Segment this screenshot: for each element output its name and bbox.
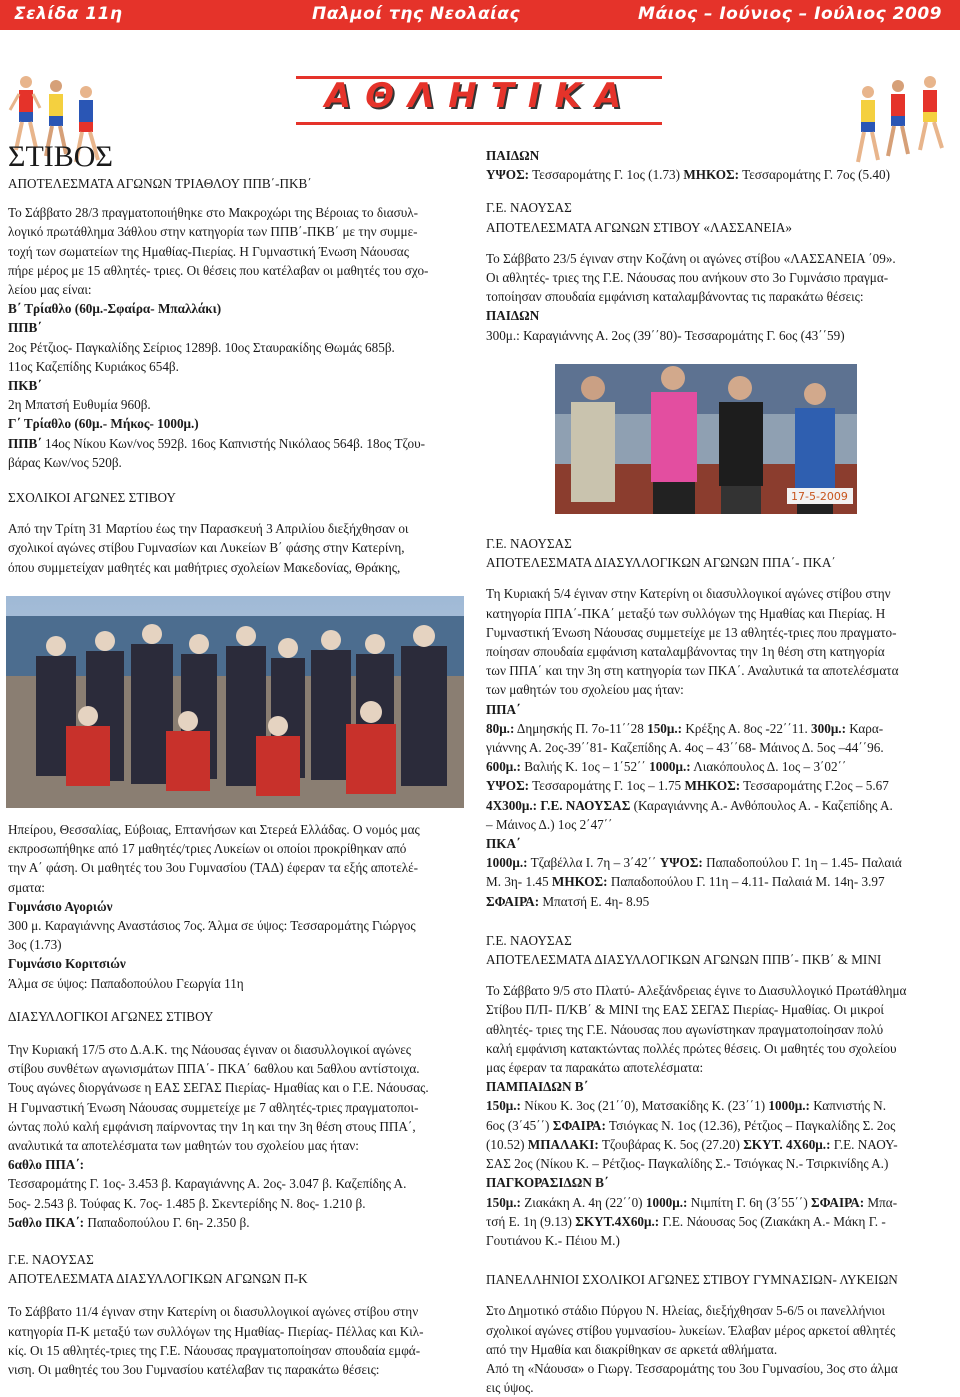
event-label: ΣΚΥΤ. 4Χ60μ.: [743, 1136, 831, 1152]
ppa-label: ΠΠΑ΄ [486, 701, 521, 717]
text-line: Γυμναστική Ένωση Νάουσας συμμετείχε με 13 αθλητές-τριες που πραγματο- [486, 624, 897, 640]
ppa-pka-heading-club: Γ.Ε. ΝΑΟΥΣΑΣ [486, 536, 572, 551]
result-line [486, 1212, 952, 1231]
panhellenic-heading: ΠΑΝΕΛΛΗΝΙΟΙ ΣΧΟΛΙΚΟΙ ΑΓΩΝΕΣ ΣΤΙΒΟΥ ΓΥΜΝΑΣΙΩΝ- ΛΥΚΕΙΩΝ [486, 1272, 898, 1288]
text-line: νιση. Οι μαθητές του 3ου Γυμνασίου κατέλαβαν τις παρακάτω θέσεις: [8, 1362, 380, 1378]
event-label: 600μ.: [486, 759, 521, 775]
ppb-label: ΠΠΒ΄ [8, 320, 42, 336]
result-line: 300μ.: Καραγιάννης Α. 2ος (39΄΄80)- Τεσσαρομάτης Γ. 6ος (43΄΄59) [486, 327, 845, 343]
event-label: ΣΦΑΙΡΑ: [811, 1194, 865, 1210]
event-label: ΣΦΑΙΡΑ: [486, 893, 540, 909]
result-line [8, 1213, 466, 1232]
result-text: Καρα- [846, 720, 884, 736]
result-line [486, 1135, 952, 1154]
text-line: Ηπείρου, Θεσσαλίας, Εύβοιας, Επτανήσων και Στερεά Ελλάδας. Ο νομός μας [8, 822, 420, 837]
text-line: Οι αθλητές- τριες της Γ.Ε. Νάουσας που ανήκουν στο 3ο Γυμνάσιο πραγμα- [486, 270, 889, 286]
page-header [0, 0, 960, 30]
text-line: αθλητές- τριες της Γ.Ε. Νάουσας που αγωνίστηκαν πραγματοποίησαν πολύ [486, 1021, 884, 1037]
result-text: Ζιακάκη Α. 4η (22΄΄0) [520, 1194, 646, 1210]
text-line: τοποίησαν σπουδαία εμφάνιση καταλαμβάνοντας τις παρακάτω θέσεις: [486, 289, 864, 305]
ppb-label-inline: ΠΠΒ΄ [8, 435, 42, 451]
result-text: Τεσσαρομάτης Γ. 1ος (1.73) [529, 167, 684, 183]
lassaneia-heading: ΑΠΟΤΕΛΕΣΜΑΤΑ ΑΓΩΝΩΝ ΣΤΙΒΟΥ «ΛΑΣΣΑΝΕΙΑ» [486, 219, 792, 235]
pkb-label: ΠΚΒ΄ [8, 378, 42, 394]
text-line: όπου συμμετείχαν μαθητές και μαθήτριες σχολείων Μακεδονίας, Θράκης, [8, 559, 401, 575]
result-text: Μ. 3η- 1.45 [486, 874, 552, 890]
result-line [486, 776, 952, 795]
text-line: των ΠΠΑ΄ και την 3η στη κατηγορία των ΠΚΑ΄. Αναλυτικά τα αποτελέσματα [486, 663, 899, 679]
section-title: ΑΘΛΗΤΙΚΑ [324, 76, 636, 116]
banner-rule-bottom [296, 122, 662, 125]
text-line: κατηγορία ΠΠΑ΄-ΠΚΑ΄ μεταξύ των συλλόγων της Ημαθίας και Πιερίας. Η [486, 605, 886, 621]
result-line: Άλμα σε ύψος: Παπαδοπούλου Γεωργία 11η [8, 975, 244, 991]
text-line: τοχή των σωματείων της Ημαθίας-Πιερίας. Η Γυμναστική Ένωση Νάουσας [8, 243, 409, 259]
result-line: 2η Μπατσή Ευθυμία 960β. [8, 397, 151, 413]
text-line: καλή εμφάνιση κατακτώντας πολλές πρώτες θέσεις. Οι μαθητές του σχολείου [486, 1040, 897, 1056]
result-line [486, 815, 952, 834]
event-label: ΥΨΟΣ: [659, 855, 703, 871]
text-line: σματα: [8, 879, 45, 895]
triathlon-heading: ΑΠΟΤΕΛΕΣΜΑΤΑ ΑΓΩΝΩΝ ΤΡΙΑΘΛΟΥ ΠΠΒ΄-ΠΚΒ΄ [8, 176, 312, 191]
result-text: (Καραγιάννης Α.- Ανθόπουλος Α. - Καζεπίδης Α. [630, 797, 893, 813]
event-label: 300μ.: [811, 720, 846, 736]
photo-date-stamp: 17-5-2009 [791, 490, 848, 503]
event-label: 4Χ300μ.: Γ.Ε. ΝΑΟΥΣΑΣ [486, 797, 631, 813]
text-line: λείου μας είναι: [8, 282, 92, 298]
event-label: ΣΦΑΙΡΑ: [552, 1117, 606, 1133]
text-line: αναλυτικά τα αποτελέσματα των μαθητών του σχολείου μας ήταν: [8, 1138, 359, 1154]
result-text: Κρέξης Α. 8ος -22΄΄11. [682, 720, 812, 736]
result-line: 11ος Καζεπίδης Κυριάκος 654β. [8, 358, 179, 374]
pagkorasidon-label: ΠΑΓΚΟΡΑΣΙΔΩΝ Β΄ [486, 1175, 609, 1191]
event-label: 150μ.: [647, 720, 683, 736]
result-line: 300 μ. Καραγιάννης Αναστάσιος 7ος. Άλμα σε ύψος: Τεσσαρομάτης Γιώργος [8, 918, 416, 934]
triathlon-c-heading: Γ΄ Τρίαθλο (60μ.- Μήκος- 1000μ.) [8, 416, 199, 432]
hexathlon-label: 6αθλο ΠΠΑ΄: [8, 1157, 85, 1173]
event-label: 1000μ.: [649, 759, 691, 775]
event-label: ΥΨΟΣ: [486, 167, 530, 183]
result-text: Βαλιής Κ. 1ος – 1΄52΄΄ [520, 759, 650, 775]
triathlon-b-heading: Β΄ Τρίαθλο (60μ.-Σφαίρα- Μπαλλάκι) [8, 301, 222, 317]
interclub-heading: ΔΙΑΣΥΛΛΟΓΙΚΟΙ ΑΓΩΝΕΣ ΣΤΙΒΟΥ [8, 1008, 214, 1024]
event-label: ΜΗΚΟΣ: [551, 874, 608, 890]
result-text: Τζαβέλλα Ι. 7η – 3΄42΄΄ [527, 855, 660, 871]
text-line: λογικό πρωτάθλημα 3άθλου στην κατηγορία των ΠΠΒ΄-ΠΚΒ΄ με την συμμε- [8, 224, 418, 240]
triathlon-intro [8, 203, 466, 299]
ppa-results [486, 719, 952, 834]
text-line: την Α΄ φάση. Οι μαθητές του 3ου Γυμνασίου (ΤΑΔ) έφεραν τα εξής αποτελέ- [8, 860, 419, 876]
pentathlon-label: 5αθλο ΠΚΑ΄: [8, 1214, 85, 1230]
text-line: κατηγορία Π-Κ μεταξύ των συλλόγων της Ημαθίας- Πιερίας- Πέλλας και Κιλ- [8, 1323, 424, 1339]
result-text: Τσιόγκας Ν. 1ος (12.36), Ρέτζιος – Παγκαλίδης Σ. 2ος [605, 1117, 896, 1133]
event-label: ΣΚΥΤ.4Χ60μ.: [575, 1213, 660, 1229]
ppa-pka-heading: ΑΠΟΤΕΛΕΣΜΑΤΑ ΔΙΑΣΥΛΛΟΓΙΚΩΝ ΑΓΩΝΩΝ ΠΠΑ΄- ΠΚΑ΄ [486, 555, 836, 571]
girls-school-label: Γυμνάσιο Κοριτσιών [8, 956, 126, 972]
event-label: 1000μ.: [768, 1098, 810, 1114]
event-label: 150μ.: [486, 1098, 521, 1114]
event-label: ΜΗΚΟΣ: [683, 167, 740, 183]
result-line: βάρας Κων/νος 520β. [8, 454, 122, 470]
event-label: 1000μ.: [645, 1194, 688, 1210]
team-photo-lassaneia [555, 364, 857, 514]
pk-heading-club: Γ.Ε. ΝΑΟΥΣΑΣ [8, 1252, 94, 1268]
result-text: Μπα- [864, 1194, 898, 1210]
event-label: 150μ.: [486, 1194, 521, 1210]
result-text: 6ος (3΄45΄΄) [486, 1117, 553, 1133]
text-line: μας έφεραν τα παρακάτω αποτελέσματα: [486, 1060, 704, 1076]
paidon-label: ΠΑΙΔΩΝ [486, 308, 540, 324]
result-text: Παπαδοπούλου Γ. 11η – 4.11- Παλαιά Μ. 14η- 3.97 [607, 874, 885, 890]
text-line: ποίησαν σπουδαία εμφάνιση καταλαμβάνοντας την 1η θέση στη κατηγορία [486, 644, 885, 660]
text-line: σχολικοί αγώνες στίβου γυμνασίου- λυκείων. Έλαβαν μέρος αρκετοί αθλητές [486, 1322, 896, 1338]
text-line: Το Σάββατο 23/5 έγιναν στην Κοζάνη οι αγώνες στίβου «ΛΑΣΣΑΝΕΙΑ ΄09». [486, 250, 896, 266]
result-line: Τεσσαρομάτης Γ. 1ος- 3.453 β. Καραγιάννης Α. 2ος- 3.047 β. Καζεπίδης Α. [8, 1176, 407, 1192]
ppb-pkb-heading: ΑΠΟΤΕΛΕΣΜΑΤΑ ΔΙΑΣΥΛΛΟΓΙΚΩΝ ΑΓΩΝΩΝ ΠΠΒ΄- ΠΚΒ΄ & ΜΙΝΙ [486, 952, 882, 968]
text-line: Τη Κυριακή 5/4 έγιναν στην Κατερίνη οι διασυλλογικοί αγώνες στίβου στην [486, 586, 891, 602]
sports-banner [0, 30, 960, 140]
text-line: Την Κυριακή 17/5 στο Δ.Α.Κ. της Νάουσας έγιναν οι διασυλλογικοί αγώνες [8, 1042, 411, 1058]
pk-heading: ΑΠΟΤΕΛΕΣΜΑΤΑ ΔΙΑΣΥΛΛΟΓΙΚΩΝ ΑΓΩΝΩΝ Π-Κ [8, 1271, 308, 1287]
result-line: 5ος- 2.543 β. Τούφας Κ. 7ος- 1.485 β. Σκεντερίδης Ν. 8ος- 1.210 β. [8, 1195, 366, 1211]
lassaneia-heading-club: Γ.Ε. ΝΑΟΥΣΑΣ [486, 200, 572, 216]
result-text: Γ.Ε. Νάουσας 5ος (Ζιακάκη Α.- Μάκη Γ. - [659, 1213, 886, 1229]
result-line [486, 1116, 952, 1135]
result-line: 2ος Ρέτζιος- Παγκαλίδης Σείριος 1289β. 10ος Σταυρακίδης Θωμάς 685β. [8, 339, 395, 355]
right-column-bottom [486, 534, 952, 1397]
result-line [486, 165, 952, 184]
result-text: Τεσσαρομάτης Γ.2ος – 5.67 [740, 778, 889, 794]
result-line [486, 1096, 952, 1115]
event-label: ΜΗΚΟΣ: [684, 778, 741, 794]
text-line: από την Ημαθία και διακρίθηκαν σε αρκετά αθλήματα. [486, 1341, 778, 1357]
text-line: πήρε μέρος με 15 αθλητές- τριες. Οι θέσεις που κατέλαβαν οι μαθητές του σχο- [8, 262, 429, 278]
text-line: στίβου συνθέτων αγωνισμάτων ΠΠΑ΄- ΠΚΑ΄ 6αθλου και 5αθλου αντίστοιχα. [8, 1061, 420, 1077]
result-line [8, 434, 466, 453]
ppb-pkb-heading-club: Γ.Ε. ΝΑΟΥΣΑΣ [486, 932, 572, 948]
event-label: ΜΠΑΛΑΚΙ: [527, 1136, 599, 1152]
pampaidon-label: ΠΑΜΠΑΙΔΩΝ Β΄ [486, 1079, 588, 1095]
text-line: Στίβου Π/Π- Π/ΚΒ΄ & ΜΙΝΙ της ΕΑΣ ΣΕΓΑΣ Πιερίας- Ημαθίας. Οι μικροί [486, 1002, 884, 1018]
result-text: (10.52) [486, 1136, 528, 1152]
result-text: Μπατσή Ε. 4η- 8.95 [539, 893, 650, 909]
text-line: Η Γυμναστική Ένωση Νάουσας συμμετείχε με 7 αθλητές-τριες πραγματοποι- [8, 1099, 419, 1115]
result-text: Παπαδοπούλου Γ. 6η- 2.350 β. [84, 1214, 250, 1230]
result-line [486, 719, 952, 738]
issue-date: Μάιος – Ιούνιος – Ιούλιος 2009 [638, 4, 942, 24]
event-label: ΥΨΟΣ: [486, 778, 530, 794]
result-line [486, 853, 952, 872]
text-line: Το Σάββατο 28/3 πραγματοποιήθηκε στο Μακροχώρι της Βέροιας το διασυλ- [8, 205, 419, 221]
result-text: 14ος Νίκου Κων/νος 592β. 16ος Καπνιστής Νικόλαος 564β. 18ος Τζου- [41, 435, 426, 451]
team-photo-katerini [6, 596, 464, 808]
boys-school-label: Γυμνάσιο Αγοριών [8, 898, 113, 914]
text-line: Το Σάββατο 9/5 στο Πλατύ- Αλεξάνδρειας έγινε το Διασυλλογικό Πρωτάθλημα [486, 983, 907, 999]
text-line: Στο Δημοτικό στάδιο Πύργου Ν. Ηλείας, διεξήχθησαν 5-6/5 οι πανελλήνιοι [486, 1303, 886, 1319]
result-text: Λιακόπουλος Δ. 1ος – 3΄02΄΄ [690, 759, 847, 775]
page-number: Σελίδα 11η [14, 4, 123, 24]
text-line: Από την Τρίτη 31 Μαρτίου έως την Παρασκευή 3 Απριλίου διεξήχθησαν οι [8, 521, 409, 537]
text-line: των μαθητών του σχολείου μας ήταν: [486, 682, 684, 698]
text-line: σχολικοί αγώνες στίβου Γυμνασίων και Λυκείων Β΄ φάσης στην Κατερίνη, [8, 540, 405, 556]
result-text: Τζουβάρας Κ. 5ος (27.20) [598, 1136, 744, 1152]
text-line: Τους αγώνες διοργάνωσε η ΕΑΣ ΣΕΓΑΣ Πιερίας- Ημαθίας και ο Γ.Ε. Νάουσας. [8, 1080, 429, 1096]
result-text: Γουτιάνου Κ.- Πέιου Μ.) [486, 1232, 620, 1248]
result-text: Τεσσαρομάτης Γ. 1ος – 1.75 [529, 778, 685, 794]
result-line [486, 757, 952, 776]
result-text: γιάννης Α. 2ος-39΄΄81- Καζεπίδης Α. 4ος – 43΄΄68- Μάινος Δ. 5ος –44΄΄96. [486, 740, 884, 756]
result-text: Καπνιστής Ν. [809, 1098, 887, 1114]
paidon-heading: ΠΑΙΔΩΝ [486, 148, 540, 163]
text-line: Από τη «Νάουσα» ο Γιωργ. Τεσσαρομάτης του 3ου Γυμνασίου, 3ος στο άλμα [486, 1360, 898, 1376]
pka-label: ΠΚΑ΄ [486, 836, 521, 852]
result-text: ΣΑΣ 2ος (Νίκου Κ. – Ρέτζιος- Παγκαλίδης Σ.- Τσιόγκας Ν.- Τσιρκινίδης Α.) [486, 1156, 889, 1172]
text-line: Το Σάββατο 11/4 έγιναν στην Κατερίνη οι διασυλλογικοί αγώνες στίβου στην [8, 1304, 419, 1320]
event-label: 80μ.: [486, 720, 515, 736]
event-label: 1000μ.: [486, 855, 528, 871]
result-line [486, 1231, 952, 1250]
result-text: Δημησκής Π. 7ο-11΄΄28 [514, 720, 648, 736]
result-text: Νιμπίτη Γ. 6η (3΄55΄΄) [687, 1194, 812, 1210]
text-line: ώντας πολύ καλή εμφάνιση παίρνοντας την 1η και την 3η θέση στους ΠΠΑ΄, [8, 1118, 416, 1134]
result-text: Τεσσαρομάτης Γ. 7ος (5.40) [739, 167, 890, 183]
result-text: τσή Ε. 1η (9.13) [486, 1213, 576, 1229]
result-line [486, 796, 952, 815]
result-text: Παπαδοπούλου Γ. 1η – 1.45- Παλαιά [702, 855, 902, 871]
pka-results [486, 853, 952, 911]
text-line: εις ύψος. [486, 1380, 534, 1396]
pagkorasidon-results [486, 1193, 952, 1251]
left-column-bottom [8, 820, 466, 1379]
newspaper-name: Παλμοί της Νεολαίας [312, 4, 521, 24]
right-column-top [486, 146, 952, 345]
result-text: Νίκου Κ. 3ος (21΄΄0), Ματσακίδης Κ. (23΄΄1) [520, 1098, 769, 1114]
result-line [486, 1193, 952, 1212]
result-text: Γ.Ε. ΝΑΟΥ- [830, 1136, 898, 1152]
result-line [486, 892, 952, 911]
left-column-top [8, 140, 466, 577]
article-title: ΣΤΙΒΟΣ [8, 140, 113, 173]
pampaidon-results [486, 1096, 952, 1173]
text-line: εκπροσωπήθηκε από 17 μαθητές/τριες Λυκείων οι οποίοι προκρίθηκαν από [8, 841, 407, 857]
text-line: κίς. Οι 15 αθλητές-τριες της Γ.Ε. Νάουσας πραγματοποίησαν σπουδαία εμφά- [8, 1342, 421, 1358]
result-line [486, 872, 952, 891]
result-line [486, 738, 952, 757]
result-line: 3ος (1.73) [8, 937, 62, 953]
result-line [486, 1154, 952, 1173]
result-text: – Μάινος Δ.) 1ος 2΄47΄΄ [486, 816, 613, 832]
school-games-heading: ΣΧΟΛΙΚΟΙ ΑΓΩΝΕΣ ΣΤΙΒΟΥ [8, 490, 176, 506]
